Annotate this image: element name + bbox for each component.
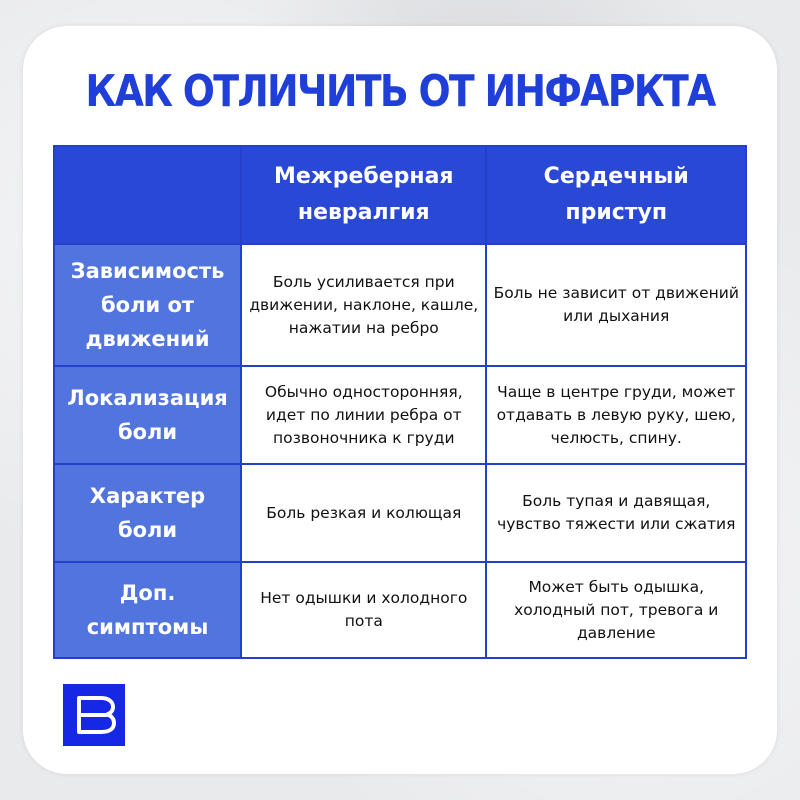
table-row bbox=[54, 244, 746, 366]
table-cell: Чаще в центре груди, может отдавать в левую руку, шею, челюсть, спину. bbox=[486, 366, 746, 464]
table-cell: Может быть одышка, холодный пот, тревога и давление bbox=[486, 562, 746, 658]
table-cell: Боль резкая и колющая bbox=[241, 464, 486, 562]
table-row bbox=[54, 562, 746, 658]
brand-logo-icon bbox=[63, 684, 125, 746]
table-cell: Боль тупая и давящая, чувство тяжести или сжатия bbox=[486, 464, 746, 562]
table-row bbox=[54, 366, 746, 464]
comparison-table bbox=[53, 145, 747, 659]
table-row bbox=[54, 464, 746, 562]
row-header: Характер боли bbox=[54, 464, 241, 562]
table-cell: Нет одышки и холодного пота bbox=[241, 562, 486, 658]
page-title: КАК ОТЛИЧИТЬ ОТ ИНФАРКТА bbox=[85, 66, 715, 117]
table-header-row bbox=[54, 146, 746, 244]
brand-logo-glyph bbox=[63, 684, 125, 746]
table-corner-cell bbox=[54, 146, 241, 244]
table-cell: Боль усиливается при движении, наклоне, кашле, нажатии на ребро bbox=[241, 244, 486, 366]
table-cell: Обычно односторонняя, идет по линии ребра от позвоночника к груди bbox=[241, 366, 486, 464]
row-header: Зависимость боли от движений bbox=[54, 244, 241, 366]
table-cell: Боль не зависит от движений или дыхания bbox=[486, 244, 746, 366]
row-header: Доп. симптомы bbox=[54, 562, 241, 658]
column-header: Сердечный приступ bbox=[486, 146, 746, 244]
row-header: Локализация боли bbox=[54, 366, 241, 464]
column-header: Межреберная невралгия bbox=[241, 146, 486, 244]
